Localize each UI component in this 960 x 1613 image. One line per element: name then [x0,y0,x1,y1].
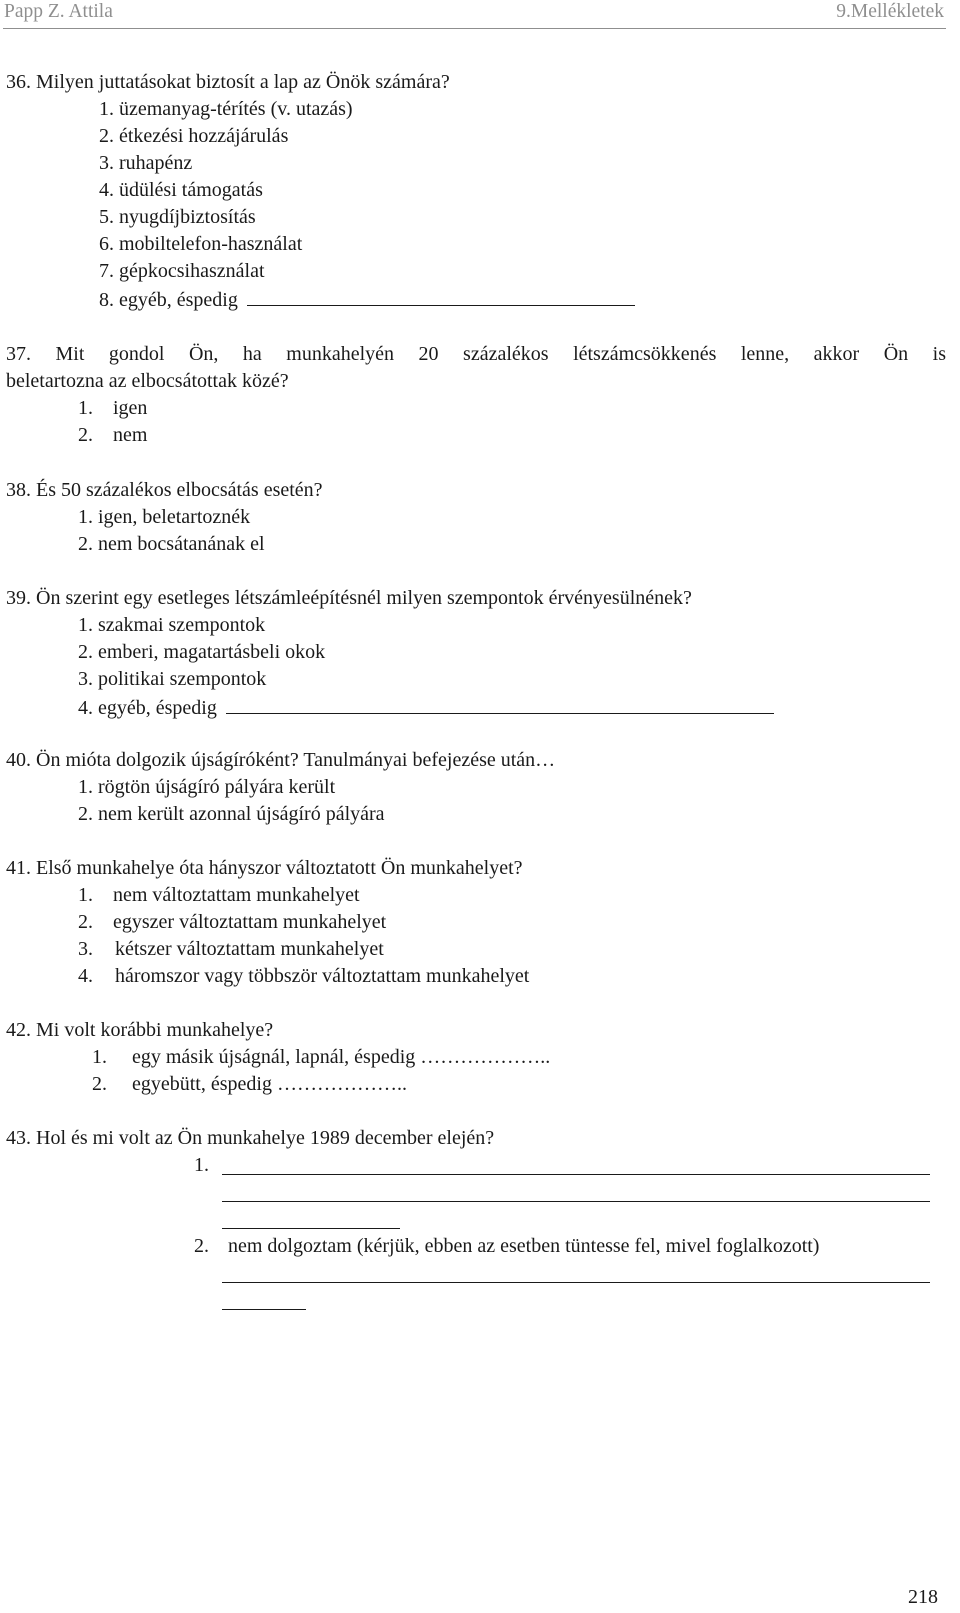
q41-option-1-label: nem változtattam munkahelyet [113,884,360,906]
q42-option-1 [6,1044,946,1071]
header-section: 9.Mellékletek [836,1,944,22]
q42-option-1-label: egy másik újságnál, lapnál, éspedig ……………….. [132,1046,551,1068]
question-42-text: 42. Mi volt korábbi munkahelye? [6,1019,274,1041]
q41-option-4-label: háromszor vagy többször változtattam munkahelyet [115,965,530,987]
q39-other-answer-line[interactable] [226,693,774,714]
q39-option-4 [6,693,946,720]
q38-option-2: 2. nem bocsátanának el [78,533,265,555]
q42-option-2 [6,1071,946,1098]
q41-option-1-num: 1. [78,884,93,906]
q43-answer-line-2[interactable] [222,1201,930,1202]
question-38 [6,477,946,558]
q36-option-1: 1. üzemanyag-térítés (v. utazás) [99,98,353,120]
q41-option-3 [6,936,946,963]
q37-option-2 [6,422,946,449]
q41-option-4 [6,963,946,990]
q42-option-2-label: egyebütt, éspedig ……………….. [132,1073,407,1095]
q39-option-1: 1. szakmai szempontok [78,614,266,636]
q43-answer-line-5[interactable] [222,1309,306,1310]
q42-option-1-num: 1. [92,1046,107,1068]
q36-option-5: 5. nyugdíjbiztosítás [99,206,256,228]
q43-answer-line-1[interactable] [222,1174,930,1175]
q36-option-8 [6,285,946,312]
q41-option-4-num: 4. [78,965,93,987]
q36-option-6: 6. mobiltelefon-használat [99,233,303,255]
page-number: 218 [908,1586,938,1608]
header-rule [3,28,946,29]
question-39-text: 39. Ön szerint egy esetleges létszámleépítésnél milyen szempontok érvényesülnének? [6,587,692,609]
question-37-text-line2: beletartozna az elbocsátottak közé? [6,370,289,392]
q37-option-2-num: 2. [78,424,93,446]
q39-option-3: 3. politikai szempontok [78,668,267,690]
question-43 [6,1125,946,1179]
q40-option-2: 2. nem került azonnal újságíró pályára [78,803,385,825]
q43-option-1-num: 1. [194,1154,209,1176]
q43-option-2-label: nem dolgoztam (kérjük, ebben az esetben tüntesse fel, mivel foglalkozott) [228,1235,820,1257]
q36-option-8-label: 8. egyéb, éspedig [99,289,238,311]
question-40-text: 40. Ön mióta dolgozik újságíróként? Tanulmányai befejezése után… [6,749,556,771]
q36-option-2: 2. étkezési hozzájárulás [99,125,289,147]
question-36-text: 36. Milyen juttatásokat biztosít a lap az Önök számára? [6,71,450,93]
question-37 [6,341,946,449]
question-39 [6,585,946,720]
header-author: Papp Z. Attila [4,1,113,22]
question-37-text-line1: 37. Mit gondol Ön, ha munkahelyén 20 százalékos létszámcsökkenés lenne, akkor Ön is [6,343,946,365]
q43-option-2-block [6,1233,946,1260]
q43-answer-line-3[interactable] [222,1228,400,1229]
q43-option-2 [6,1233,946,1260]
q37-option-1-num: 1. [78,397,93,419]
q36-other-answer-line[interactable] [247,285,635,306]
q37-option-1-label: igen [113,397,148,419]
question-36 [6,69,946,312]
q41-option-3-label: kétszer változtattam munkahelyet [115,938,384,960]
question-38-text: 38. És 50 százalékos elbocsátás esetén? [6,479,323,501]
q36-option-7: 7. gépkocsihasználat [99,260,265,282]
q36-option-3: 3. ruhapénz [99,152,193,174]
q41-option-2 [6,909,946,936]
question-41 [6,855,946,990]
q41-option-2-num: 2. [78,911,93,933]
question-41-text: 41. Első munkahelye óta hányszor változtatott Ön munkahelyet? [6,857,523,879]
q43-answer-line-4[interactable] [222,1282,930,1283]
q40-option-1: 1. rögtön újságíró pályára került [78,776,336,798]
q37-option-2-label: nem [113,424,148,446]
q41-option-2-label: egyszer változtattam munkahelyet [113,911,387,933]
question-43-text: 43. Hol és mi volt az Ön munkahelye 1989 december elején? [6,1127,495,1149]
q39-option-4-label: 4. egyéb, éspedig [78,697,217,719]
question-40 [6,747,946,828]
q41-option-1 [6,882,946,909]
q36-option-4: 4. üdülési támogatás [99,179,263,201]
q41-option-3-num: 3. [78,938,93,960]
q37-option-1 [6,395,946,422]
q39-option-2: 2. emberi, magatartásbeli okok [78,641,326,663]
q42-option-2-num: 2. [92,1073,107,1095]
q43-option-2-num: 2. [194,1235,209,1257]
q38-option-1: 1. igen, beletartoznék [78,506,251,528]
question-42 [6,1017,946,1098]
